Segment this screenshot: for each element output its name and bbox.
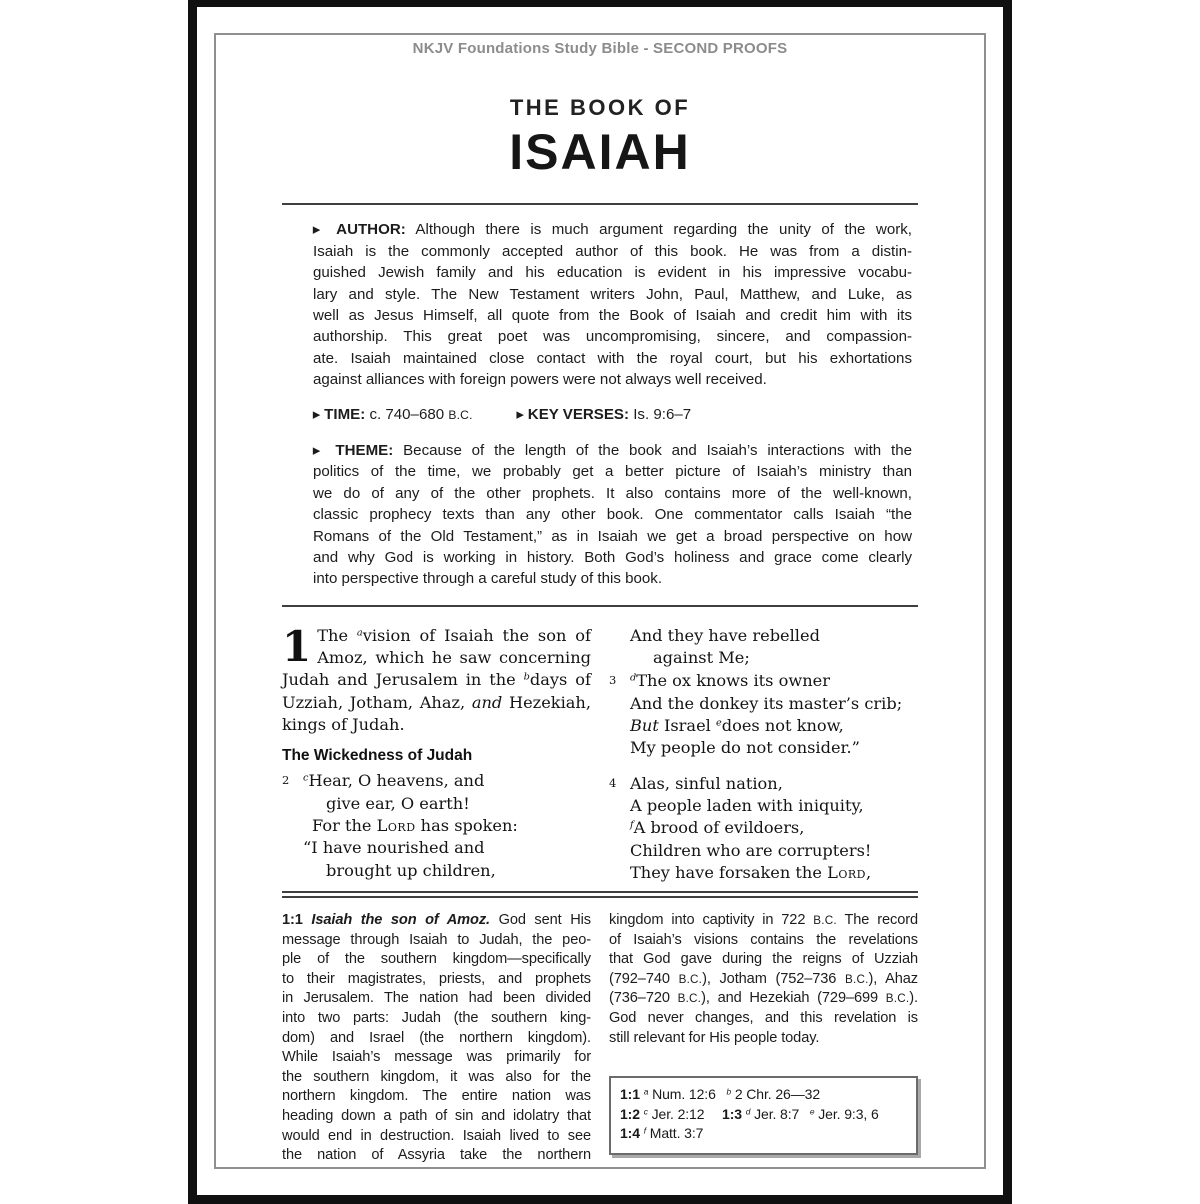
- time-fact: ▶ TIME: c. 740–680 B.C.: [313, 405, 473, 423]
- verse-1-text: The $^a$vision of Isaiah the son of Amoz, which he saw concerning Judah and Jerusalem in the $^b$days of Uzziah, Jotham, Ahaz, and Hezekiah, kings of Judah.: [282, 625, 591, 735]
- book-title: ISAIAH: [509, 124, 691, 180]
- poetry-right: And they have rebelled against Me; 3 $^d$The ox knows its owner And the donkey its master’s crib; But Israel $^e$does not know, My people do not consider.” 4 Alas, sinful nation, A people laden with iniquity, $^f$A brood of evildoers, Children who are corrupters! They have forsaken the Lord,: [609, 625, 903, 882]
- commentary-right-column: [609, 911, 918, 1166]
- chapter-dropcap: 1: [282, 621, 312, 671]
- intro-top-rule: [282, 203, 918, 205]
- book-kicker: THE BOOK OF: [509, 95, 691, 120]
- facts-row: [313, 404, 912, 426]
- verse-1: [282, 621, 591, 736]
- bible-page: [214, 33, 986, 1169]
- commentary-left-column: 1:1 Isaiah the son of Amoz. God sent His message through Isaiah to Judah, the peo- ple of the southern kingdom—specifically to their magistrates, priests, and prophets in Jerusalem. The nation had been divided into two parts: Judah (the southern king- dom) and Israel (the northern kingdom). While Isaiah’s message was primarily for the southern kingdom, it was also for the northern kingdom. The entire nation was heading down a path of sin and idolatry that would end in destruction. Isaiah lived to see the nation of Assyria take the northern: [282, 912, 591, 1164]
- commentary-section: [282, 911, 918, 1166]
- poetry-left: 2 $^c$Hear, O heavens, and give ear, O earth! For the Lord has spoken: “I have nourished and brought up children,: [282, 771, 518, 880]
- proof-header: NKJV Foundations Study Bible - SECOND PROOFS: [412, 40, 788, 57]
- section-heading: The Wickedness of Judah: [282, 747, 473, 765]
- commentary-divider-rule: [282, 891, 918, 898]
- author-paragraph: ▶ AUTHOR: Although there is much argument regarding the unity of the work, Isaiah is the commonly accepted author of this book. He was from a distin- guished Jewish family and his education is evident in his impressive vocabu- lary and style. The New Testament writers John, Paul, Matthew, and Luke, as well as Jesus Himself, all quote from the Book of Isaiah and credit him with its authorship. This great poet was uncompromising, sincere, and compassion- ate. Isaiah maintained close contact with the royal court, but his exhortations against alliances with foreign powers were not always well received.: [313, 221, 912, 389]
- intro-bottom-rule: [282, 605, 918, 607]
- commentary-right-text: kingdom into captivity in 722 B.C. The record of Isaiah’s visions contains the revelations that God gave during the reigns of Uzziah (792–740 B.C.), Jotham (752–736 B.C.), Ahaz (736–720 B.C.), and Hezekiah (729–699 B.C.). God never changes, and this revelation is still relevant for His people today.: [609, 912, 918, 1046]
- scripture-section: [282, 621, 918, 884]
- footnote-box: 1:1 $^a$ Num. 12:6 $^b$ 2 Chr. 26—32 1:2 $^c$ Jer. 2:12 1:3 $^d$ Jer. 8:7 $^e$ Jer. 9:3, 6 1:4 $^f$ Matt. 3:7: [609, 1076, 918, 1155]
- scripture-right-column: [609, 625, 918, 884]
- theme-paragraph: ▶ THEME: Because of the length of the book and Isaiah’s interactions with the politics of the time, we probably get a better picture of Isaiah’s ministry than we do of any of the other prophets. It also contains more of the well-known, classic prophecy texts than any other book. One commentator calls Isaiah “the Romans of the Old Testament,” as in Isaiah we get a broad perspective on how and why God is working in history. Both God’s holiness and grace come clearly into perspective through a careful study of this book.: [313, 441, 912, 588]
- key-verses-fact: ▶ KEY VERSES: Is. 9:6–7: [516, 405, 692, 423]
- scripture-left-column: [282, 621, 591, 884]
